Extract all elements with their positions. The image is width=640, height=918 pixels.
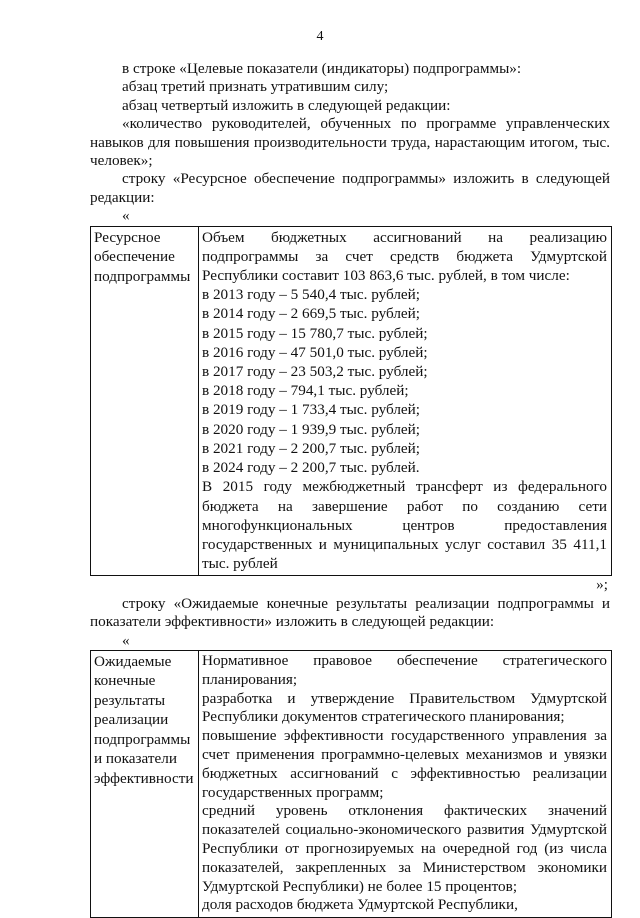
paragraph-resource-provision: строку «Ресурсное обеспечение подпрограммы» изложить в следующей редакции: [90,170,610,206]
resource-provision-table [90,226,612,577]
year-line: в 2014 году – 2 669,5 тыс. рублей; [202,305,420,323]
quote-open-1: « [122,207,130,225]
paragraph-target-indicators: в строке «Целевые показатели (индикаторы) подпрограммы»: [122,60,522,77]
expected-results-table [90,650,612,918]
year-line: в 2024 году – 2 200,7 тыс. рублей. [202,459,420,477]
year-line: в 2019 году – 1 733,4 тыс. рублей; [202,401,420,419]
expected-results-value [199,650,612,917]
quote-close-1: »; [596,576,608,594]
paragraph-managers-count: «количество руководителей, обученных по программе управленческих навыков для повышения производительности труда, нарастающим итогом, тыс. человек»; [90,115,610,170]
result-item: средний уровень отклонения фактических значений показателей социально-экономического развития Удмуртской Республики от прогнозируемых на очередной год (из числа показателей, закрепленных за Министерством экономики Удмуртской Республики) не более 15 процентов; [202,802,607,895]
year-line: в 2018 году – 794,1 тыс. рублей; [202,382,409,400]
result-item: повышение эффективности государственного управления за счет применения программно-целевых механизмов и увязки бюджетных ассигнований с эффективностью реализации государственных программ; [202,727,607,801]
year-line: в 2013 году – 5 540,4 тыс. рублей; [202,286,420,304]
paragraph-expected-results: строку «Ожидаемые конечные результаты реализации подпрограммы и показатели эффективности» изложить в следующей редакции: [90,594,610,631]
year-line: в 2020 году – 1 939,9 тыс. рублей; [202,420,420,438]
quote-open-2: « [122,631,130,649]
page-number: 4 [316,29,324,44]
year-line: в 2016 году – 47 501,0 тыс. рублей; [202,343,428,361]
year-line: в 2021 году – 2 200,7 тыс. рублей; [202,439,420,457]
table-row [91,650,612,917]
resource-provision-value [199,226,612,576]
result-item: разработка и утверждение Правительством Удмуртской Республики документов стратегического планирования; [202,689,607,726]
paragraph-third-subparagraph: абзац третий признать утратившим силу; [122,78,389,96]
result-item: Нормативное правовое обеспечение стратегического планирования; [202,651,607,688]
federal-transfer-text: В 2015 году межбюджетный трансферт из федерального бюджета на завершение работ по созданию сети многофункциональных центров предоставления государственных и муниципальных услуг составил 35 411,1 тыс. рублей [202,478,607,573]
expected-results-label: Ожидаемые конечные результаты реализации подпрограммы и показатели эффективности [91,650,199,917]
result-item: доля расходов бюджета Удмуртской Республики, [202,896,518,914]
document-body [90,60,610,918]
paragraph-fourth-subparagraph: абзац четвертый изложить в следующей редакции: [122,96,451,114]
year-line: в 2017 году – 23 503,2 тыс. рублей; [202,363,428,381]
year-line: в 2015 году – 15 780,7 тыс. рублей; [202,324,428,342]
budget-intro: Объем бюджетных ассигнований на реализацию подпрограммы за счет средств бюджета Удмуртской Республики составит 103 863,6 тыс. рублей, в том числе: [202,228,607,285]
resource-provision-label: Ресурсное обеспечение подпрограммы [91,226,199,576]
table-row [91,226,612,576]
